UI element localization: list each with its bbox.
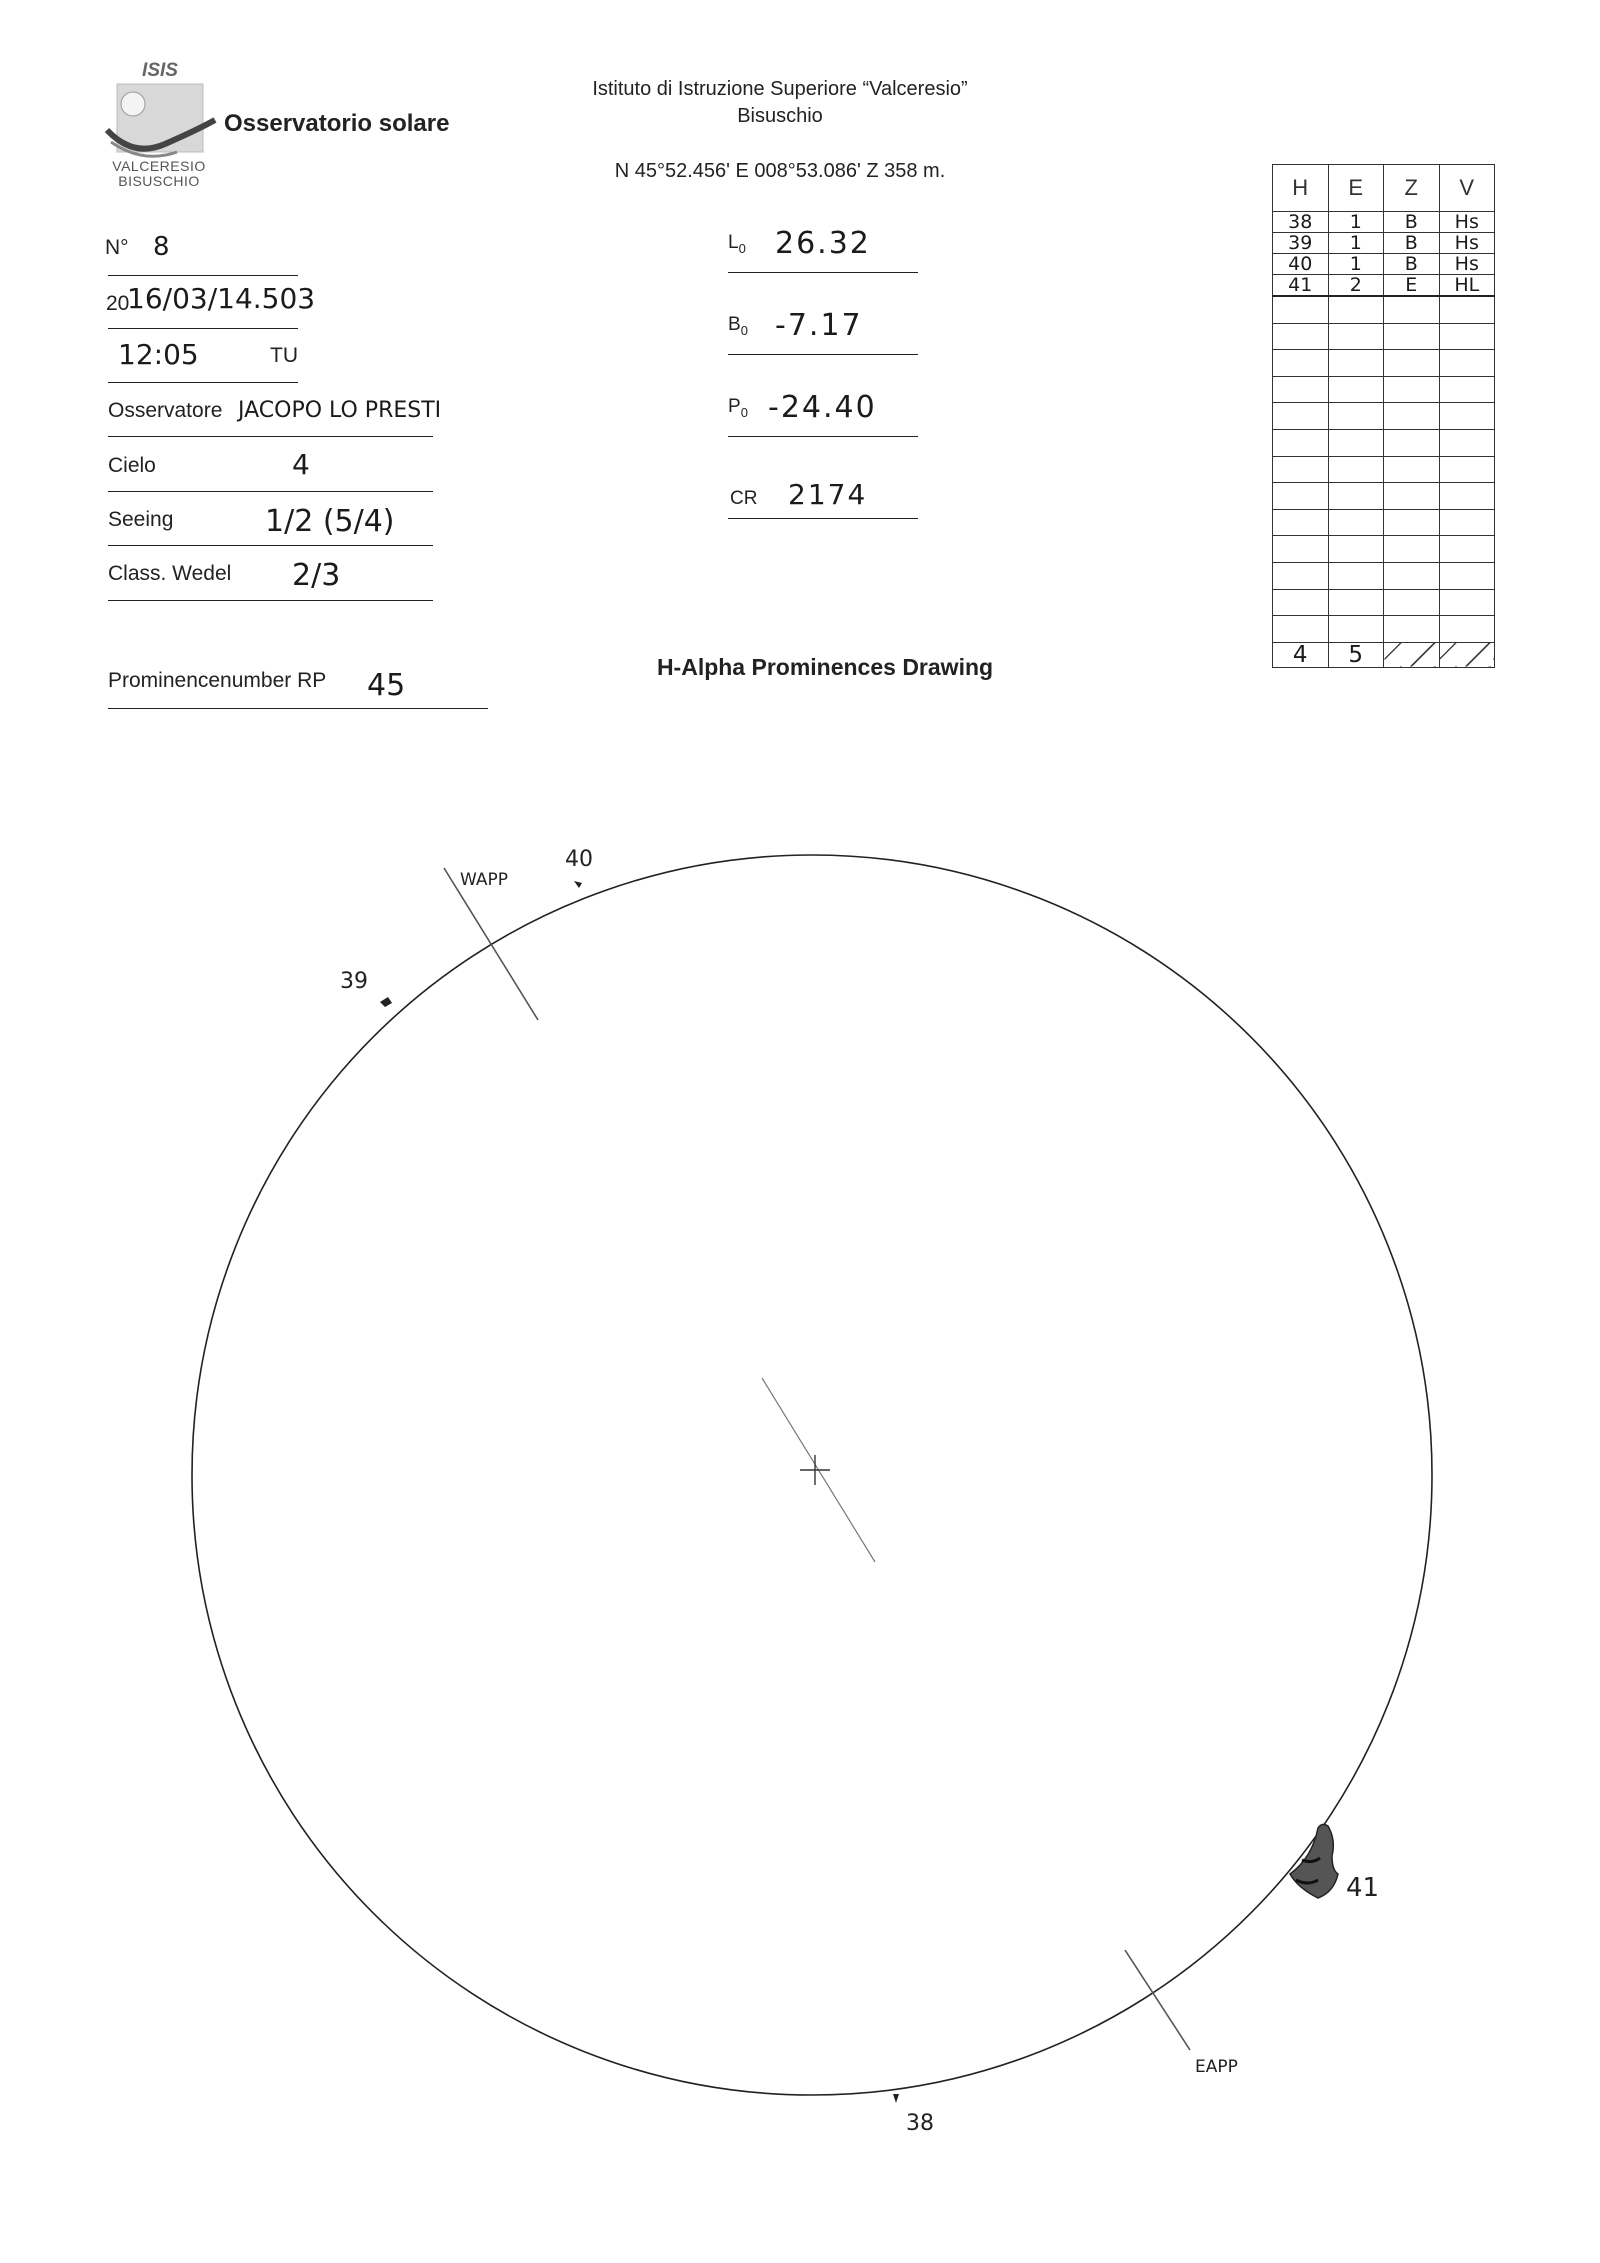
east-apparent-label: EAPP <box>1195 2057 1238 2077</box>
cell-h: 41 <box>1273 275 1329 297</box>
l0-value: 26.32 <box>775 226 871 261</box>
seeing-value: 1/2 (5/4) <box>265 504 395 539</box>
cell-z: E <box>1384 275 1440 297</box>
institute-town: Bisuschio <box>737 105 823 127</box>
header-h: H <box>1273 165 1329 212</box>
observatory-coordinates: N 45°52.456' E 008°53.086' Z 358 m. <box>614 160 946 182</box>
header-z: Z <box>1384 165 1440 212</box>
header-e: E <box>1328 165 1384 212</box>
wedel-value: 2/3 <box>292 558 341 593</box>
sky-label: Cielo <box>108 454 156 477</box>
prominence-39-mark <box>380 997 392 1007</box>
date-value: 16/03/14.503 <box>127 282 316 315</box>
east-apparent-marker <box>1125 1950 1190 2050</box>
logo-subtitle-line1: VALCERESIO <box>112 158 206 174</box>
prominence-40-mark <box>574 881 582 888</box>
west-apparent-marker <box>444 868 538 1020</box>
cell-z: B <box>1384 233 1440 254</box>
l0-label: $L_0$ <box>728 232 746 256</box>
wedel-label: Class. Wedel <box>108 562 232 585</box>
west-apparent-label: WAPP <box>460 870 509 890</box>
time-value: 12:05 <box>118 338 199 371</box>
cr-label: CR <box>730 488 758 509</box>
cell-v: Hs <box>1439 233 1495 254</box>
prominence-number-label: Prominencenumber RP <box>108 669 327 692</box>
observer-label: Osservatore <box>108 399 223 422</box>
cell-e: 1 <box>1328 254 1384 275</box>
sky-value: 4 <box>292 448 310 481</box>
seeing-label: Seeing <box>108 508 174 531</box>
cell-e: 2 <box>1328 275 1384 297</box>
header-v: V <box>1439 165 1495 212</box>
cell-e: 1 <box>1328 233 1384 254</box>
number-label: N° <box>105 236 129 259</box>
prominence-41-label: 41 <box>1346 1873 1380 1903</box>
prominence-40-label: 40 <box>565 847 593 872</box>
sun-disk-limb <box>192 855 1432 2095</box>
b0-label: $B_0$ <box>728 314 748 338</box>
prominence-39-label: 39 <box>340 969 368 994</box>
cell-e: 1 <box>1328 212 1384 233</box>
p0-label: $P_0$ <box>728 396 748 420</box>
cell-z: B <box>1384 212 1440 233</box>
total-e: 5 <box>1328 642 1384 667</box>
number-value: 8 <box>153 232 170 262</box>
date-prefix: 20 <box>106 292 130 315</box>
cell-z: B <box>1384 254 1440 275</box>
total-h: 4 <box>1273 642 1329 667</box>
drawing-title: H-Alpha Prominences Drawing <box>656 654 994 680</box>
cell-h: 40 <box>1273 254 1329 275</box>
cr-value: 2174 <box>788 478 868 511</box>
observer-value: JACOPO LO PRESTI <box>238 398 442 423</box>
p0-value: -24.40 <box>768 390 877 425</box>
b0-value: -7.17 <box>775 308 863 343</box>
cell-h: 39 <box>1273 233 1329 254</box>
cell-v: Hs <box>1439 212 1495 233</box>
cell-h: 38 <box>1273 212 1329 233</box>
cell-v: HL <box>1439 275 1495 297</box>
observatory-title: Osservatorio solare <box>224 110 450 137</box>
logo-subtitle-line2: BISUSCHIO <box>118 173 200 189</box>
prominence-number-value: 45 <box>367 668 406 703</box>
cell-v: Hs <box>1439 254 1495 275</box>
prominence-38-mark <box>893 2094 899 2103</box>
prominence-38-label: 38 <box>906 2111 934 2136</box>
logo-wordmark: ISIS <box>142 60 178 81</box>
time-unit: TU <box>270 344 298 367</box>
institute-name: Istituto di Istruzione Superiore “Valceresio” <box>592 78 968 100</box>
